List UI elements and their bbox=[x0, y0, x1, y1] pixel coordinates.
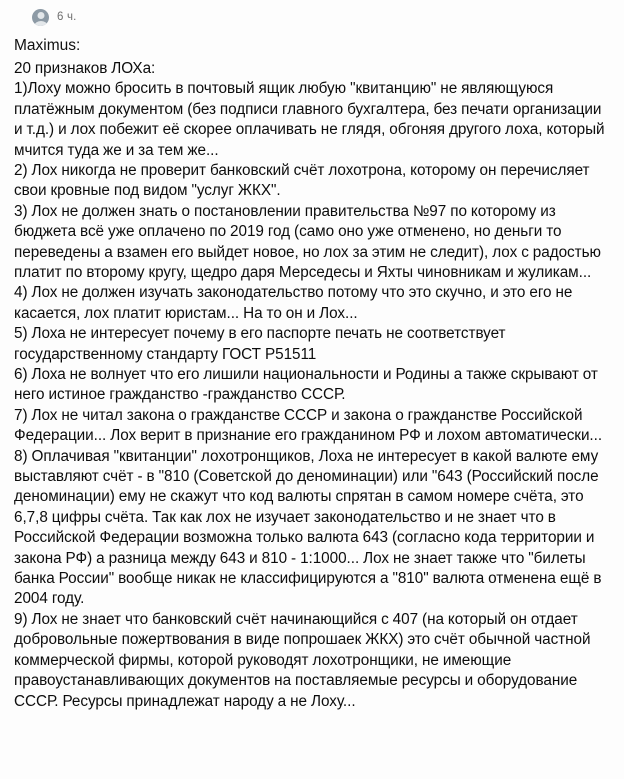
post-paragraph: 1)Лоху можно бросить в почтовый ящик любую "квитанцию" не являющуюся платёжным документом (без подписи главного бухгалтера, без печати организации и т.д.) и лох побежит её скорее оплачивать не глядя, обгоняя другого лоха, который мчится туда же и за тем же... bbox=[14, 80, 605, 159]
post-content bbox=[14, 59, 610, 712]
post-paragraph: 2) Лох никогда не проверит банковский счёт лохотрона, которому он перечисляет свои кровные под видом "услуг ЖКХ". bbox=[14, 161, 590, 200]
post-header bbox=[14, 6, 610, 28]
post-timestamp: 6 ч. bbox=[57, 11, 77, 23]
post-paragraph: 7) Лох не читал закона о гражданстве СССР и закона о гражданстве Российской Федерации... Лох верит в признание его гражданином РФ и лохом автоматически... bbox=[14, 406, 603, 445]
user-avatar-icon[interactable] bbox=[32, 9, 49, 26]
post-author[interactable]: Maximus: bbox=[14, 37, 81, 54]
post-paragraph: 3) Лох не должен знать о постановлении правительства №97 по которому из бюджета всё уже оплачено по 2019 год (само оно уже отменено, но деньги то переведены а взамен его выйдет новое, но лох за этим не следит), лох с радостью платит по второму кругу, щедро даря Мерседесы и Яхты чиновникам и жуликам... bbox=[14, 202, 601, 281]
post-paragraph: 5) Лоха не интересует почему в его паспорте печать не соответствует государственному стандарту ГОСТ Р51511 bbox=[14, 325, 506, 363]
post-paragraph: 6) Лоха не волнует что его лишили национальности и Родины а также скрывают от него истиное гражданство -гражданство СССР. bbox=[14, 366, 598, 404]
post-title: 20 признаков ЛОХа: bbox=[14, 59, 156, 77]
post-paragraph: 8) Оплачивая "квитанции" лохотронщиков, Лоха не интересует в какой валюте ему выставляют счёт - в "810 (Советской до деноминации) или "643 (Российский после деноминации) ему не скажут что код валюты спрятан в самом номере счёта, это 6,7,8 цифры счёта. Так как лох не изучает законодательство и не знает что в Российской Федерации возможна только валюта 643 (согласно кода территории и закона РФ) а разница между 643 и 810 - 1:1000... Лох не знает также что "билеты банка России" вообще никак не классифицируются а "810" валюта отменена ещё в 2004 году. bbox=[14, 447, 602, 608]
post-paragraph: 4) Лох не должен изучать законодательство потому что это скучно, и это его не касается, лох платит юристам... На то он и Лох... bbox=[14, 284, 573, 322]
post-paragraph: 9) Лох не знает что банковский счёт начинающийся с 407 (на который он отдает добровольные пожертвования в виде попрошаек ЖКХ) это счёт обычной частной коммерческой фирмы, которой руководят лохотронщики, не имеющие правоустанавливающих документов на поставляемые ресурсы и оборудование СССР. Ресурсы принадлежат народу а не Лоху... bbox=[14, 610, 591, 710]
